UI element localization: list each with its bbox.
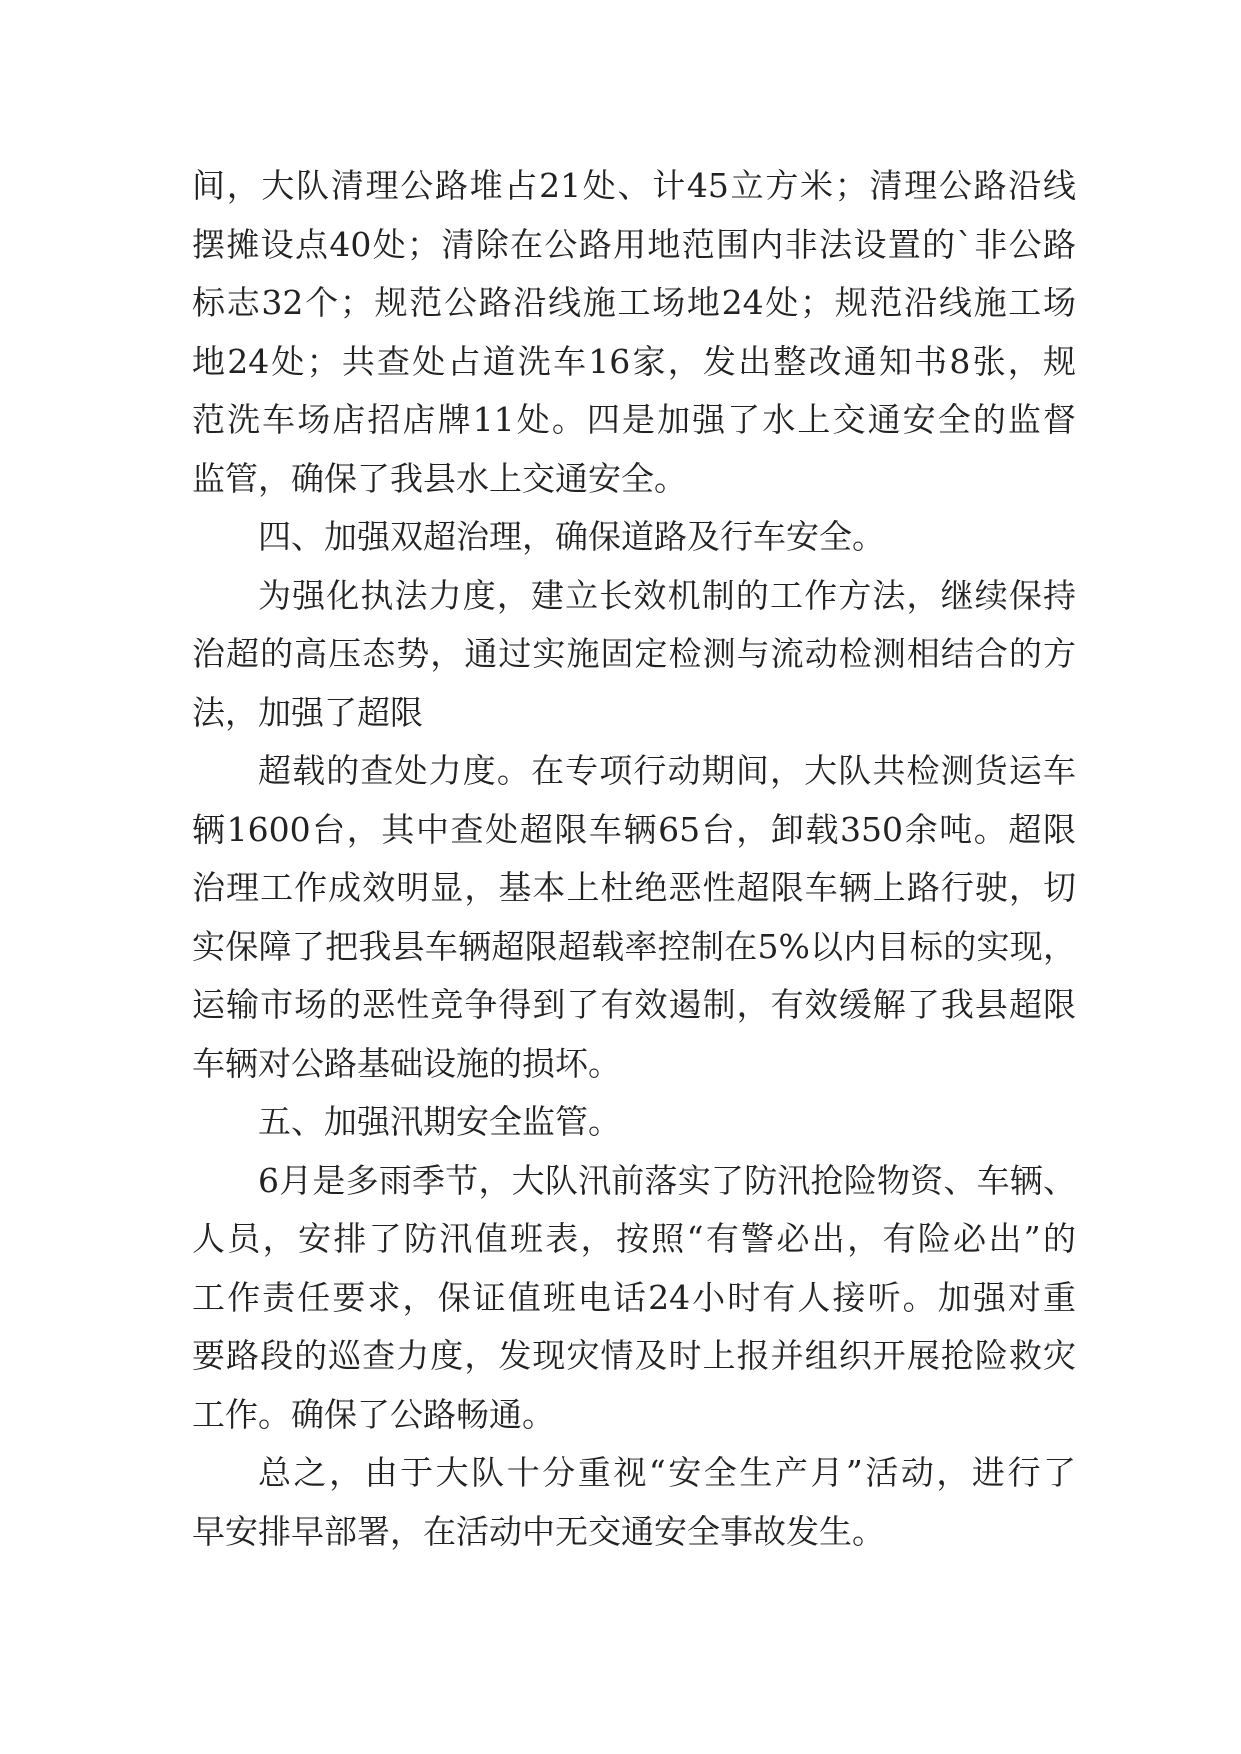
text-line: 人员，安排了防汛值班表，按照“有警必出，有险必出”的 — [192, 1219, 1076, 1258]
section-heading: 四、加强双超治理，确保道路及行车安全。 — [258, 517, 885, 556]
text-line: 治超的高压态势，通过实施固定检测与流动检测相结合的方 — [192, 634, 1076, 673]
text-line: 工作责任要求，保证值班电话24小时有人接听。加强对重 — [192, 1277, 1076, 1317]
text-line: 范洗车场店招店牌11处。四是加强了水上交通安全的监督 — [192, 400, 1076, 439]
text-line: 地24处；共查处占道洗车16家，发出整改通知书8张，规 — [192, 341, 1076, 381]
text-line: 总之，由于大队十分重视“安全生产月”活动，进行了 — [258, 1453, 1076, 1492]
text-line: 运输市场的恶性竞争得到了有效遏制，有效缓解了我县超限 — [192, 985, 1076, 1024]
text-line: 摆摊设点40处；清除在公路用地范围内非法设置的`非公路 — [192, 224, 1076, 264]
text-line: 为强化执法力度，建立长效机制的工作方法，继续保持 — [258, 575, 1076, 615]
text-line: 标志32个；规范公路沿线施工场地24处；规范沿线施工场 — [192, 283, 1076, 322]
text-line: 实保障了把我县车辆超限超载率控制在5%以内目标的实现， — [192, 926, 1076, 966]
text-line: 监管，确保了我县水上交通安全。 — [192, 458, 687, 498]
text-line: 间，大队清理公路堆占21处、计45立方米；清理公路沿线 — [192, 166, 1076, 205]
section-heading: 五、加强汛期安全监管。 — [258, 1102, 621, 1141]
document-body — [192, 157, 1076, 1561]
text-line: 车辆对公路基础设施的损坏。 — [192, 1043, 621, 1083]
text-line: 辆1600台，其中查处超限车辆65台，卸载350余吨。超限 — [192, 809, 1076, 849]
text-line: 工作。确保了公路畅通。 — [192, 1394, 555, 1434]
text-line: 6月是多雨季节，大队汛前落实了防汛抢险物资、车辆、 — [258, 1160, 1076, 1200]
text-line: 早安排早部署，在活动中无交通安全事故发生。 — [192, 1511, 885, 1551]
text-line: 超载的查处力度。在专项行动期间，大队共检测货运车 — [258, 751, 1076, 790]
text-line: 治理工作成效明显，基本上杜绝恶性超限车辆上路行驶，切 — [192, 868, 1076, 907]
text-line: 法，加强了超限 — [192, 692, 423, 732]
text-line: 要路段的巡查力度，发现灾情及时上报并组织开展抢险救灾 — [192, 1336, 1076, 1375]
